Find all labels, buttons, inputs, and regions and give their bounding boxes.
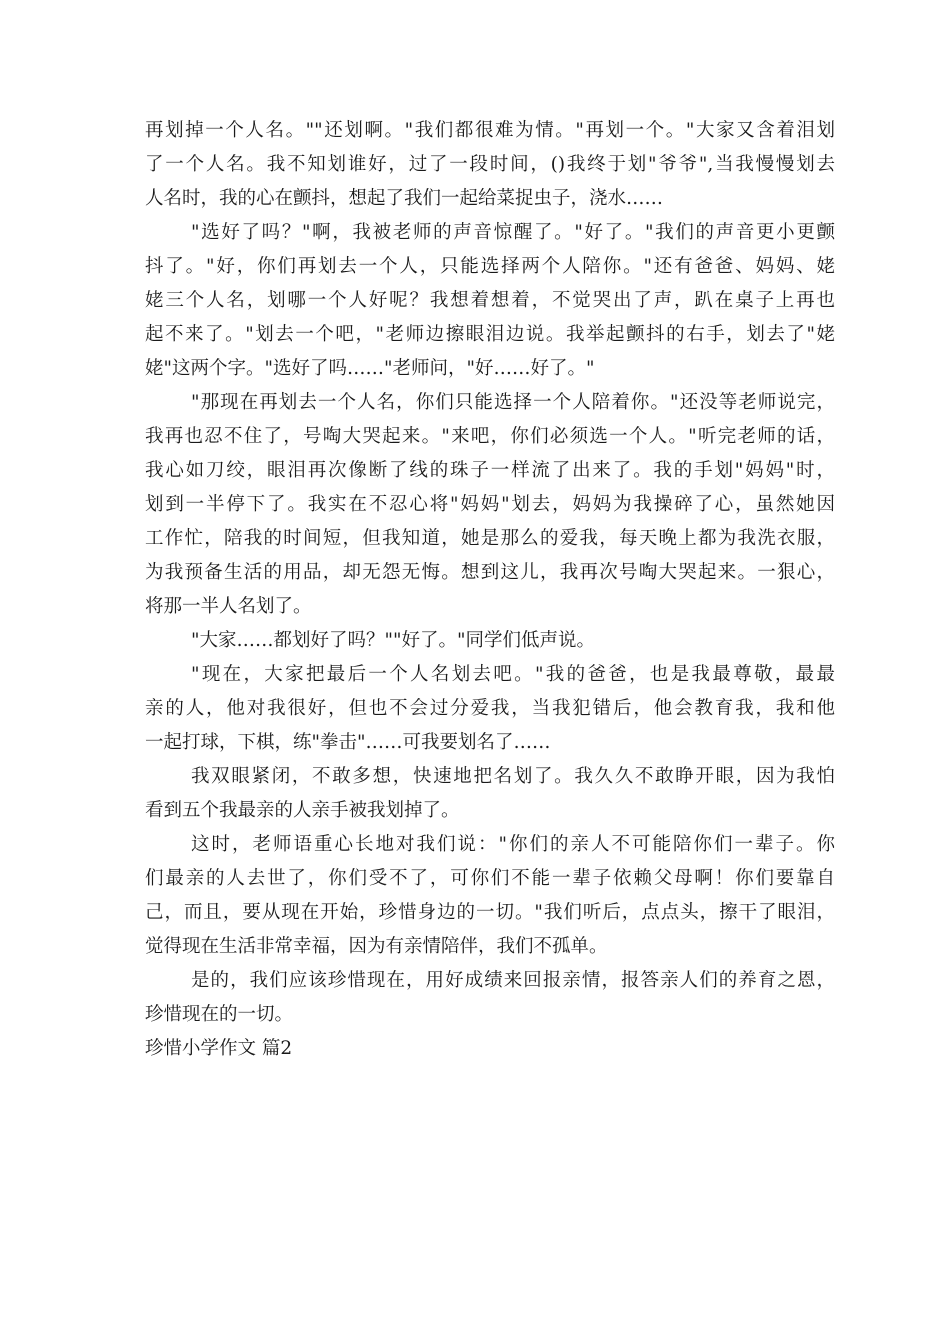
text-line: "现在，大家把最后一个人名划去吧。"我的爸爸，也是我最尊敬，最最 bbox=[191, 664, 835, 685]
text-line: 将那一半人名划了。 bbox=[145, 596, 312, 617]
text-line: 们最亲的人去世了，你们受不了，可你们不能一辈子依赖父母啊！你们要靠自 bbox=[145, 868, 835, 889]
text-line: "大家……都划好了吗？""好了。"同学们低声说。 bbox=[191, 630, 596, 651]
text-line: "那现在再划去一个人名，你们只能选择一个人陪着你。"还没等老师说完， bbox=[191, 392, 835, 413]
text-line: 看到五个我最亲的人亲手被我划掉了。 bbox=[145, 800, 460, 821]
text-line: 是的，我们应该珍惜现在，用好成绩来回报亲情，报答亲人们的养育之恩， bbox=[191, 970, 835, 991]
text-line: 觉得现在生活非常幸福，因为有亲情陪伴，我们不孤单。 bbox=[145, 936, 608, 957]
text-line: 人名时，我的心在颤抖，想起了我们一起给菜捉虫子，浇水…… bbox=[145, 188, 664, 209]
essay-body bbox=[145, 114, 835, 1066]
text-line: "选好了吗？"啊，我被老师的声音惊醒了。"好了。"我们的声音更小更颤 bbox=[191, 222, 835, 243]
text-line: 我心如刀绞，眼泪再次像断了线的珠子一样流了出来了。我的手划"妈妈"时， bbox=[145, 460, 835, 481]
text-line: 起不来了。"划去一个吧，"老师边擦眼泪边说。我举起颤抖的右手，划去了"姥 bbox=[145, 324, 835, 345]
text-line: 划到一半停下了。我实在不忍心将"妈妈"划去，妈妈为我操碎了心，虽然她因 bbox=[145, 494, 835, 515]
text-line: 了一个人名。我不知划谁好，过了一段时间，()我终于划"爷爷",当我慢慢划去 bbox=[145, 154, 835, 175]
text-line: 己，而且，要从现在开始，珍惜身边的一切。"我们听后，点点头，擦干了眼泪， bbox=[145, 902, 835, 923]
text-line: 工作忙，陪我的时间短，但我知道，她是那么的爱我，每天晚上都为我洗衣服， bbox=[145, 528, 835, 549]
text-line: 珍惜现在的一切。 bbox=[145, 1004, 294, 1025]
section-title: 珍惜小学作文 篇2 bbox=[145, 1038, 293, 1059]
text-line: 为我预备生活的用品，却无怨无悔。想到这儿，我再次号啕大哭起来。一狠心， bbox=[145, 562, 835, 583]
text-line: 姥三个人名，划哪一个人好呢？我想着想着，不觉哭出了声，趴在桌子上再也 bbox=[145, 290, 835, 311]
text-line: 抖了。"好，你们再划去一个人，只能选择两个人陪你。"还有爸爸、妈妈、姥 bbox=[145, 256, 835, 277]
text-line: 我再也忍不住了，号啕大哭起来。"来吧，你们必须选一个人。"听完老师的话， bbox=[145, 426, 835, 447]
text-line: 这时，老师语重心长地对我们说："你们的亲人不可能陪你们一辈子。你 bbox=[191, 834, 835, 855]
text-line: 再划掉一个人名。""还划啊。"我们都很难为情。"再划一个。"大家又含着泪划 bbox=[145, 120, 835, 141]
text-line: 亲的人，他对我很好，但也不会过分爱我，当我犯错后，他会教育我，我和他 bbox=[145, 698, 835, 719]
text-line: 姥"这两个字。"选好了吗……"老师问，"好……好了。" bbox=[145, 358, 595, 379]
text-line: 一起打球，下棋，练"拳击"……可我要划名了…… bbox=[145, 732, 551, 753]
text-line: 我双眼紧闭，不敢多想，快速地把名划了。我久久不敢睁开眼，因为我怕 bbox=[191, 766, 835, 787]
